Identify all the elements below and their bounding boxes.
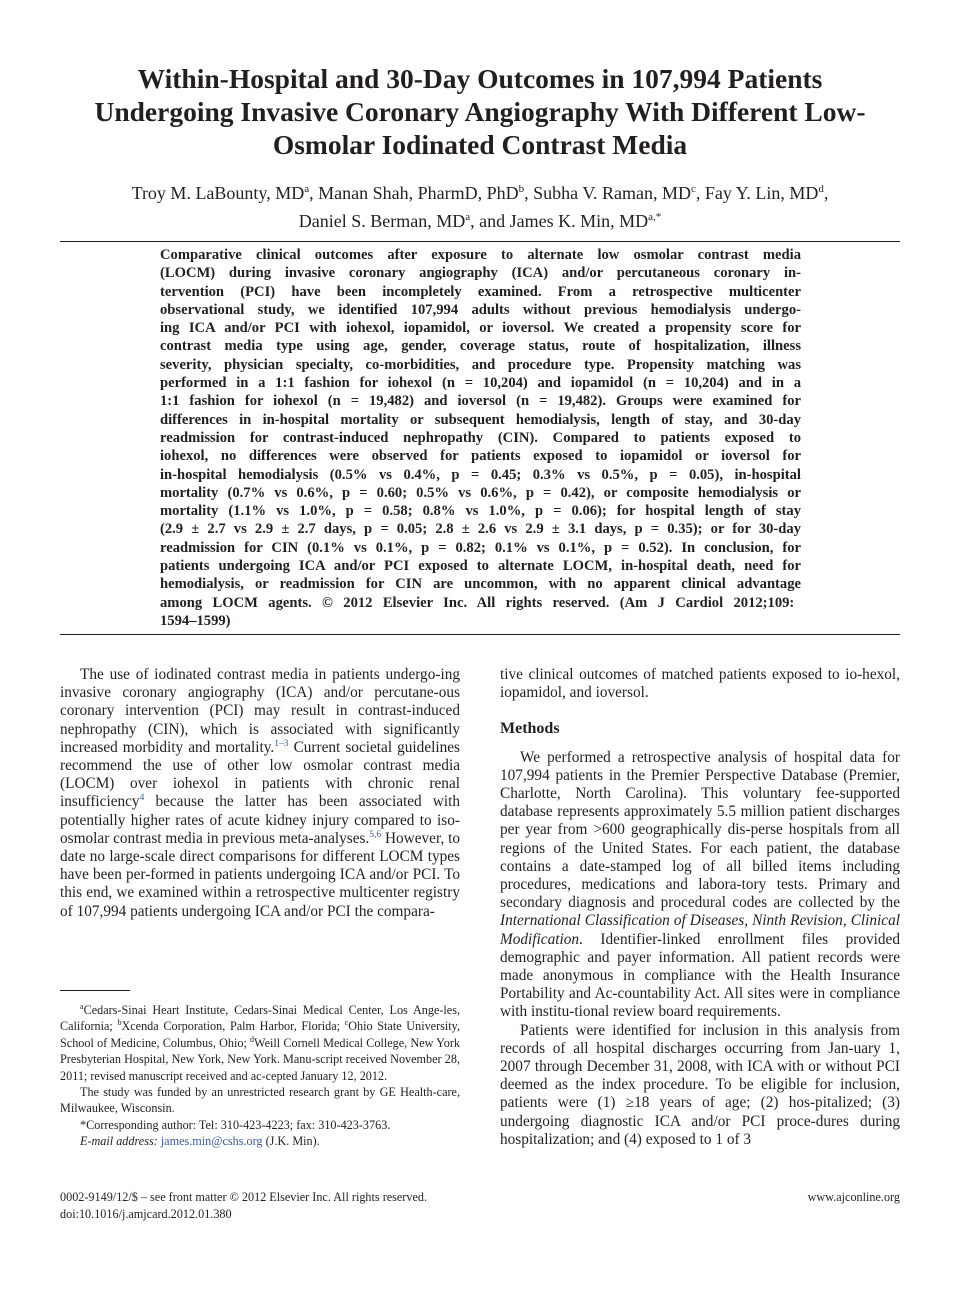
- author-name: Troy M. LaBounty, MD: [131, 183, 305, 203]
- affiliation-mark: c: [344, 1018, 349, 1028]
- abstract-line: mortality (1.1% vs 1.0%, p = 0.58; 0.8% vs 1.0%, p = 0.06); for hospital length of stay: [160, 503, 801, 520]
- footnote-text: Cedars-Sinai Heart Institute, Cedars-Sinai Medical Center, Los Ange-les, California;: [60, 1003, 460, 1034]
- abstract-line: performed in a 1:1 fashion for iohexol (n = 10,204) and iopamidol (n = 10,204) and in a: [160, 375, 801, 392]
- methods-paragraph: [500, 749, 900, 1022]
- funding-footnote: The study was funded by an unrestricted research grant by GE Health-care, Milwaukee, Wisconsin.: [60, 1085, 460, 1116]
- abstract-line: patients undergoing ICA and/or PCI exposed to alternate LOCM, in-hospital death, need for: [160, 558, 801, 575]
- abstract-line: differences in in-hospital mortality or subsequent hemodialysis, length of stay, and 30-day: [160, 411, 801, 428]
- email-footnote: [60, 1133, 460, 1149]
- author-name: , and James K. Min, MD: [470, 211, 649, 231]
- left-column: [60, 666, 460, 921]
- intro-text: However, to date no large-scale direct comparisons for different LOCM types have been per-formed in patients undergoing ICA and/or PCI. To this end, we examined within a retrospective multicenter registry of 107,994 patients undergoing ICA and/or PCI the compara-: [60, 829, 460, 920]
- author-line-2: [50, 205, 910, 233]
- affiliation-mark: a: [465, 211, 471, 223]
- author-line-1: [50, 177, 910, 205]
- author-name: Daniel S. Berman, MD: [298, 211, 466, 231]
- abstract-line: readmission for CIN (0.1% vs 0.1%, p = 0.82; 0.1% vs 0.1%, p = 0.52). In conclusion, for: [160, 539, 801, 556]
- abstract-line: tervention (PCI) have been incompletely examined. From a retrospective multicenter: [160, 283, 801, 300]
- abstract-line: 1:1 fashion for iohexol (n = 19,482) and ioversol (n = 19,482). Groups were examined for: [160, 393, 801, 410]
- article-title: [55, 62, 905, 161]
- email-label: E-mail address:: [80, 1134, 158, 1149]
- footnote-text: Ohio State University, School of Medicine, Columbus, Ohio;: [60, 1019, 461, 1050]
- title-line: Undergoing Invasive Coronary Angiography With Different Low-: [94, 96, 866, 127]
- affiliation-mark: b: [518, 183, 525, 195]
- affiliation-mark: b: [117, 1018, 122, 1028]
- citation-link[interactable]: 4: [139, 793, 145, 804]
- journal-url[interactable]: www.ajconline.org: [807, 1190, 900, 1204]
- affiliation-mark: a,*: [648, 211, 662, 223]
- intro-text: Current societal guidelines recommend the use of other low osmolar contrast media (LOCM) over iohexol in patients with chronic renal insufficiency: [60, 738, 461, 811]
- footnote-text: Xcenda Corporation, Palm Harbor, Florida;: [121, 1019, 345, 1034]
- abstract-line: (LOCM) during invasive coronary angiography (ICA) and/or percutaneous coronary in-: [160, 265, 801, 282]
- abstract-bottom-rule: [60, 634, 900, 635]
- abstract-top-rule: [60, 241, 900, 242]
- affiliations-footnote: [60, 1002, 460, 1084]
- citation-link[interactable]: 5,6: [369, 829, 382, 840]
- abstract-line: contrast media type using age, gender, coverage status, route of hospitalization, illness: [160, 338, 801, 355]
- intro-text: because the latter has been associated with potentially higher rates of acute kidney injury compared to iso-osmolar contrast media in previous meta-analyses.: [60, 793, 460, 847]
- title-line: Within-Hospital and 30-Day Outcomes in 107,994 Patients: [137, 63, 823, 94]
- copyright-line: 0002-9149/12/$ – see front matter © 2012 Elsevier Inc. All rights reserved.: [60, 1190, 428, 1204]
- author-separator: ,: [823, 183, 829, 203]
- intro-paragraph: [60, 666, 460, 921]
- affiliation-mark: d: [818, 183, 824, 195]
- methods-paragraph: Patients were identified for inclusion in this analysis from records of all hospital discharges occurring from Jan-uary 1, 2007 through December 31, 2008, with ICA with or without PCI deemed as the index procedure. To be eligible for inclusion, patients were (1) ≥18 years of age; (2) hos-pitalized; (3) undergoing diagnostic ICA and/or PCI proce-dures during hospitalization; and (4) exposed to 1 of 3: [500, 1021, 900, 1148]
- footnotes: [60, 1002, 460, 1150]
- abstract-line: ing ICA and/or PCI with iohexol, iopamidol, or ioversol. We created a propensity score for: [160, 320, 801, 337]
- abstract-line: severity, physician specialty, co-morbidities, and procedure type. Propensity matching was: [160, 356, 801, 373]
- doi-line[interactable]: doi:10.1016/j.amjcard.2012.01.380: [60, 1206, 232, 1221]
- abstract-line: iohexol, no differences were observed for patients exposed to iopamidol or ioversol for: [160, 448, 801, 465]
- abstract-line: 1594–1599): [160, 612, 231, 629]
- affiliation-mark: a: [304, 183, 310, 195]
- methods-heading: Methods: [500, 720, 560, 738]
- email-link[interactable]: james.min@cshs.org: [160, 1134, 263, 1149]
- abstract-line: Comparative clinical outcomes after exposure to alternate low osmolar contrast media: [160, 247, 801, 263]
- email-tail: (J.K. Min).: [262, 1134, 320, 1149]
- methods-text: We performed a retrospective analysis of hospital data for 107,994 patients in the Premier Perspective Database (Premier, Charlotte, North Carolina). This voluntary fee-supported database represents approximately 5.5 million patient discharges per year from >600 geographically dis-perse hospitals from all regions of the United States. For each patient, the database contains a date-stamped log of all billed items including procedures, medications and labora-tory tests. Primary and secondary diagnosis and procedural codes are collected by the: [500, 748, 900, 912]
- author-list: [50, 177, 910, 233]
- intro-continuation: tive clinical outcomes of matched patients exposed to io-hexol, iopamidol, and ioversol.: [500, 666, 900, 702]
- citation-link[interactable]: 1–3: [274, 738, 289, 749]
- footnote-text: Weill Cornell Medical College, New York Presbyterian Hospital, New York, New York. Manu-script received November 28, 2011; revised manuscript received and ac-cepted January 12, 2012.: [60, 1035, 461, 1083]
- methods-italic-text: International Classification of Diseases, Ninth Revision, Clinical Modification: [500, 912, 900, 948]
- abstract-line: hemodialysis, or readmission for CIN are uncommon, with no apparent clinical advantage: [160, 576, 801, 593]
- abstract: [160, 246, 801, 630]
- methods-text: . Identifier-linked enrollment files provided demographic and payer information. All patient records were made anonymous in compliance with the Health Insurance Portability and Ac-countability Act. All sites were in compliance with institu-tional review board requirements.: [500, 930, 900, 1021]
- author-name: , Fay Y. Lin, MD: [695, 183, 819, 203]
- affiliation-mark: a: [80, 1001, 84, 1011]
- abstract-line: among LOCM agents. © 2012 Elsevier Inc. All rights reserved. (Am J Cardiol 2012;109:: [160, 594, 795, 611]
- affiliation-mark: d: [250, 1034, 255, 1044]
- abstract-line: readmission for contrast-induced nephropathy (CIN). Compared to patients exposed to: [160, 429, 801, 446]
- abstract-line: observational study, we identified 107,994 adults without previous hemodialysis undergo-: [160, 301, 801, 318]
- intro-text: The use of iodinated contrast media in patients undergo-ing invasive coronary angiography (ICA) and/or percutane-ous coronary intervention (PCI) may result in contrast-induced nephropathy (CIN), which is associated with significantly increased morbidity and mortality.: [60, 666, 460, 756]
- footnote-rule: [60, 990, 130, 991]
- abstract-line: (2.9 ± 2.7 vs 2.9 ± 2.7 days, p = 0.05; 2.8 ± 2.6 vs 2.9 ± 3.1 days, p = 0.35); or for 30-day: [160, 521, 801, 538]
- corresponding-author-footnote: *Corresponding author: Tel: 310-423-4223; fax: 310-423-3763.: [80, 1117, 391, 1132]
- abstract-line: mortality (0.7% vs 0.6%, p = 0.60; 0.5% vs 0.6%, p = 0.42), or composite hemodialysis or: [160, 484, 801, 501]
- author-name: , Manan Shah, PharmD, PhD: [309, 183, 519, 203]
- title-line: Osmolar Iodinated Contrast Media: [272, 129, 688, 160]
- abstract-line: in-hospital hemodialysis (0.5% vs 0.4%, p = 0.45; 0.3% vs 0.5%, p = 0.05), in-hospital: [160, 466, 801, 483]
- affiliation-mark: c: [691, 183, 696, 195]
- footer-left: [60, 1189, 427, 1222]
- author-name: , Subha V. Raman, MD: [524, 183, 691, 203]
- right-column: [500, 666, 900, 1149]
